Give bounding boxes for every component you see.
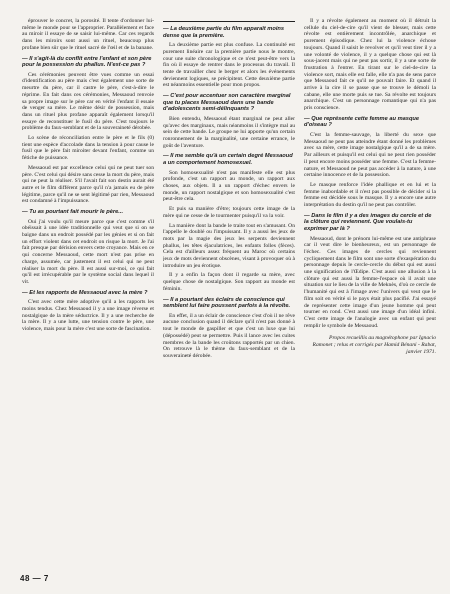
question-text: Et les rapports de Messaoud avec la mère ?: [29, 289, 148, 296]
answer-paragraph: C'est avec cette mère adoptive qu'il a les rapports les moins tendus. Chez Messaoud il y a une image réverse et nostalgique de la mère séductrice. Il y a une recherche de la mère. Il y a une lutte, une tension contre le père, une violence, mais pour la mère c'est une sorte de fascination.: [22, 299, 154, 333]
answer-paragraph: Il y a révolte également au moment où il détruit la cellule du ciel-de-cire qu'il vient de blesser, mais cette révolte est entièrement incontrôlée, anarchique et purement épisodique. Chez lui la violence échoue toujours. Quand il saisit le revolver et qu'il veut tirer il y a une volonté de violence, il y a quelque chose qui est là sous-jacent mais qui ne peut pas sortir, il y a une sorte de frustration à l'entrer. En tirant sur le ciel-de-cire la violence sort, mais elle est falle, elle n'a pas de sens parce que Messaoud fait ce qu'il ne pouvait faire. Et quand il arrive à la cire il se passe que se trouve le démoli la cabane, elle une morte puis se tue. Sa révolte est toujours anarchique. C'est un personnage romantique qui n'a pas pris conscience.: [304, 18, 436, 112]
column-3: [304, 18, 436, 566]
question-dash: —: [304, 212, 312, 219]
answer-paragraph: La manière dont la bande le traite tout en s'amusant. On l'appelle le doublé ou l'impuissant. Il y a aussi les jeux de mots par la magie des jeux les serpents deviennent phallus, les têtes éjaculatrices, les enfants folles (fèces). Cela est d'ailleurs assez fréquent au Maroc où certains jeux de mots deviennent obscènes, visant à provoquer où à introduire un jeu érotique.: [163, 222, 295, 269]
answer-paragraph: Lo scène de réconciliation entre le père et le fils (0) tient une espèce d'accolade dans la tension à pour cause le fusil que le père fait miroiter devant l'enfant, comme un fétiche de puissance.: [22, 135, 154, 162]
answer-paragraph: Ces cérémonies peuvent être vues comme un essai d'identification au père mais c'est également une sorte de meurtre du père, car il castre le père, c'est-à-dire le réprime. En fait dans ces cérémonies, Messaoud renvoie sa propre image sur le père car en vérité l'enfant il essaie de venger sa mère. Le même désir de possession, mais dans un rituel plus profane apparaît également lorsqu'il essaye de reconstituer le fusil du père. C'est toujours le problème du faux-semblant et de la souveraineté dérobée.: [22, 71, 154, 132]
answer-paragraph: Oui j'ai voulu qu'il meure parce que c'est comme s'il obéissait à une idée traditionnelle qui veut que si on se baigne dans un endroit possédé par les génies et si on fait un effort violent dans cet endroit on risque la mort. Je l'ai fait presque par dérision envers cette croyance. Mais en ce qui concerne Messaoud, cette mort n'est pas prise en charge, assumée, car justement il est celui qui ne peut réaliser la mort du père. Il est aussi sur-moi, ce qui fait qu'il est irrécupérable par le système social dans lequel il vit.: [22, 218, 154, 285]
page-number: 48 — 7: [20, 574, 49, 583]
interview-question: [163, 93, 295, 113]
question-dash: —: [22, 289, 30, 296]
column-rule: [163, 21, 295, 22]
column-2: [163, 18, 295, 566]
interview-question: [22, 290, 154, 297]
answer-paragraph: Et puis sa manière d'être; toujours cette image de la mère qui ne cesse de le tourmenter puisqu'il va la voir.: [163, 206, 295, 219]
question-text: Que représente cette femme au masque d'oiseau ?: [304, 115, 420, 129]
interview-credit: Propos recueillis au magnétophone par Ignacio Ramonet ; relus et corrigés par Hamid Bénani - Rabat, janvier 1971.: [312, 335, 436, 355]
answer-paragraph: La deuxième partie est plus confuse. La continuité est purement linéaire car la première partie nous le montre, cour une suite chronologique et ce n'est peut-être vers la fin où il essaye de rentrer dans le processus du travail. Il tente de travailler chez le berger et alors les événements deviennent logiques, se précipitent. Cette deuxième partie est néanmoins essentielle pour mon propos.: [163, 42, 295, 89]
column-1: [22, 18, 154, 566]
interview-question: [163, 26, 295, 39]
interview-question: [163, 153, 295, 166]
answer-paragraph: Messaoud est par excellence celui qui ne peut tuer son père. C'est celui qui désire sans cesse la mort du père, mais qui ne peut la réaliser. S'il l'avait fait son destin aurait été autre et le film différent parce qu'il n'a jamais eu de père légitime, parce qu'il ne se sent légitimé par rien, Messaoud est condamné à l'impuissance.: [22, 164, 154, 205]
answer-paragraph: En effet, il a un éclair de conscience c'est d'où il ne rêve aucune conclusion quand il déclare qu'il n'est pas donné à tout le monde de gaspiller et que c'est un luxe que lui (dépossédé) peut se permettre. Puis il lance avec les cuites membres de la bande les croûtons rapportés par un chien. On retrouve là le thème du faux-semblant et de la souveraineté dérobée.: [163, 312, 295, 359]
question-text: Il a pourtant des éclairs de conscience qui semblent lui faire poussent parfois à la révolte.: [163, 296, 291, 310]
answer-paragraph: C'est la femme-sauvage, la liberté du sexe que Messaoud ne peut pas atteindre étant donné les problèmes avec sa mère, cette image nostalgique qu'il a de sa mère. Par ailleurs et puisqu'il est celui qui ne peut rien posséder il peut encore moins posséder une femme. C'est la femme-nature, et Messaoud ne peut pas accéder à la nature, à une certaine innocence et de la possession.: [304, 132, 436, 179]
question-text: Il s'agit-là du conflit entre l'enfant et son père pour la possession du phallus. N'est-ce pas ?: [22, 55, 152, 69]
interview-question: [22, 209, 154, 216]
article-page: [22, 18, 436, 566]
question-dash: —: [163, 93, 171, 100]
interview-question: [22, 56, 154, 69]
interview-question: [304, 213, 436, 233]
answer-paragraph: éprouver le concret, la porosité. Il tente d'ordonner lui-même le monde pour se l'approprier. Parallèlement et face au miroir il essaye de se saisir lui-même. Car ces regards dans les miroirs sont aussi un rituel, beaucoup plus profane bien sûr que le rituel sacré de l'œil et de la banane.: [22, 18, 154, 51]
answer-paragraph: Il y a enfin la façon dont il regarde sa mère, avec quelque chose de nostalgique. Son rapport au monde est féminin.: [163, 272, 295, 292]
question-text: La deuxième partie du film apparaît moins dense que la première.: [163, 26, 285, 39]
interview-question: [163, 297, 295, 310]
question-dash: —: [163, 153, 171, 160]
question-dash: —: [22, 55, 30, 62]
question-text: C'est pour accentuer son caractère marginal que tu places Messaoud dans une bande d'adolescents semi-délinquants ?: [163, 93, 291, 113]
question-dash: —: [22, 209, 30, 216]
question-dash: —: [163, 296, 171, 303]
question-dash: —: [304, 115, 312, 122]
question-text: Tu as pourtant fait mourir le père...: [29, 209, 124, 216]
answer-paragraph: Le masque renforce l'idée phallique et en lui et la femme inabordable et il n'est pas possible de décider si la femme est décidée sous le masque. Il y a encore une autre interprétation du destin qu'il ne peut pas contrôler.: [304, 181, 436, 209]
interview-question: [304, 116, 436, 129]
answer-paragraph: Messaoud, dont le prénom lui-même est une antiphrase car il veut dire le bienheureux, est un personnage de l'échec. Ces images de cercles qui reviennent cycliquement dans le film sont une sorte d'exaspération du personnage depuis le cercle-cercle du début qui est aussi une signification de l'Œdipe. C'est aussi une allusion à la clôture qui est aussi la femme-l'espace où il avait une situation sur le lieu de la ville de Meknès, d'où ce cercle de l'humanité qui est à l'image avec l'univers qui veut que le film soit en vérité si le pays était plus pacifié. J'ai essayé de représenter cette image d'un jeune homme qui peut tourner en rond. C'est aussi une image d'un idéal infini. C'est cette image de l'analogie avec un enfant qui peut remplir le symbole de Messaoud.: [304, 235, 436, 329]
question-text: Il me semble qu'à un certain degré Messaoud a un comportement homosexuel.: [163, 153, 293, 166]
answer-paragraph: Bien entendu, Messaoud étant marginal ne peut aller qu'avec des marginaux, mais néanmoins il s'intègre mal au sein de cette bande. Le groupe ne lui apporte qu'un certain ronronnement de la marginalité, une certaine errance, le goût de l'aventure.: [163, 115, 295, 149]
question-dash: —: [163, 26, 171, 32]
question-text: Dans le film il y a des images du cercle et de la clôture qui reviennent. Que voulais-tu exprimer par là ?: [304, 212, 432, 232]
answer-paragraph: Son homosexualité n'est pas manifeste elle est plus profonde, c'est un rapport au monde, un rapport aux choses, aux objets. Il a un rapport d'échec envers le monde, un rapport nostalgique et son homosexualité c'est peut-être cela.: [163, 169, 295, 203]
